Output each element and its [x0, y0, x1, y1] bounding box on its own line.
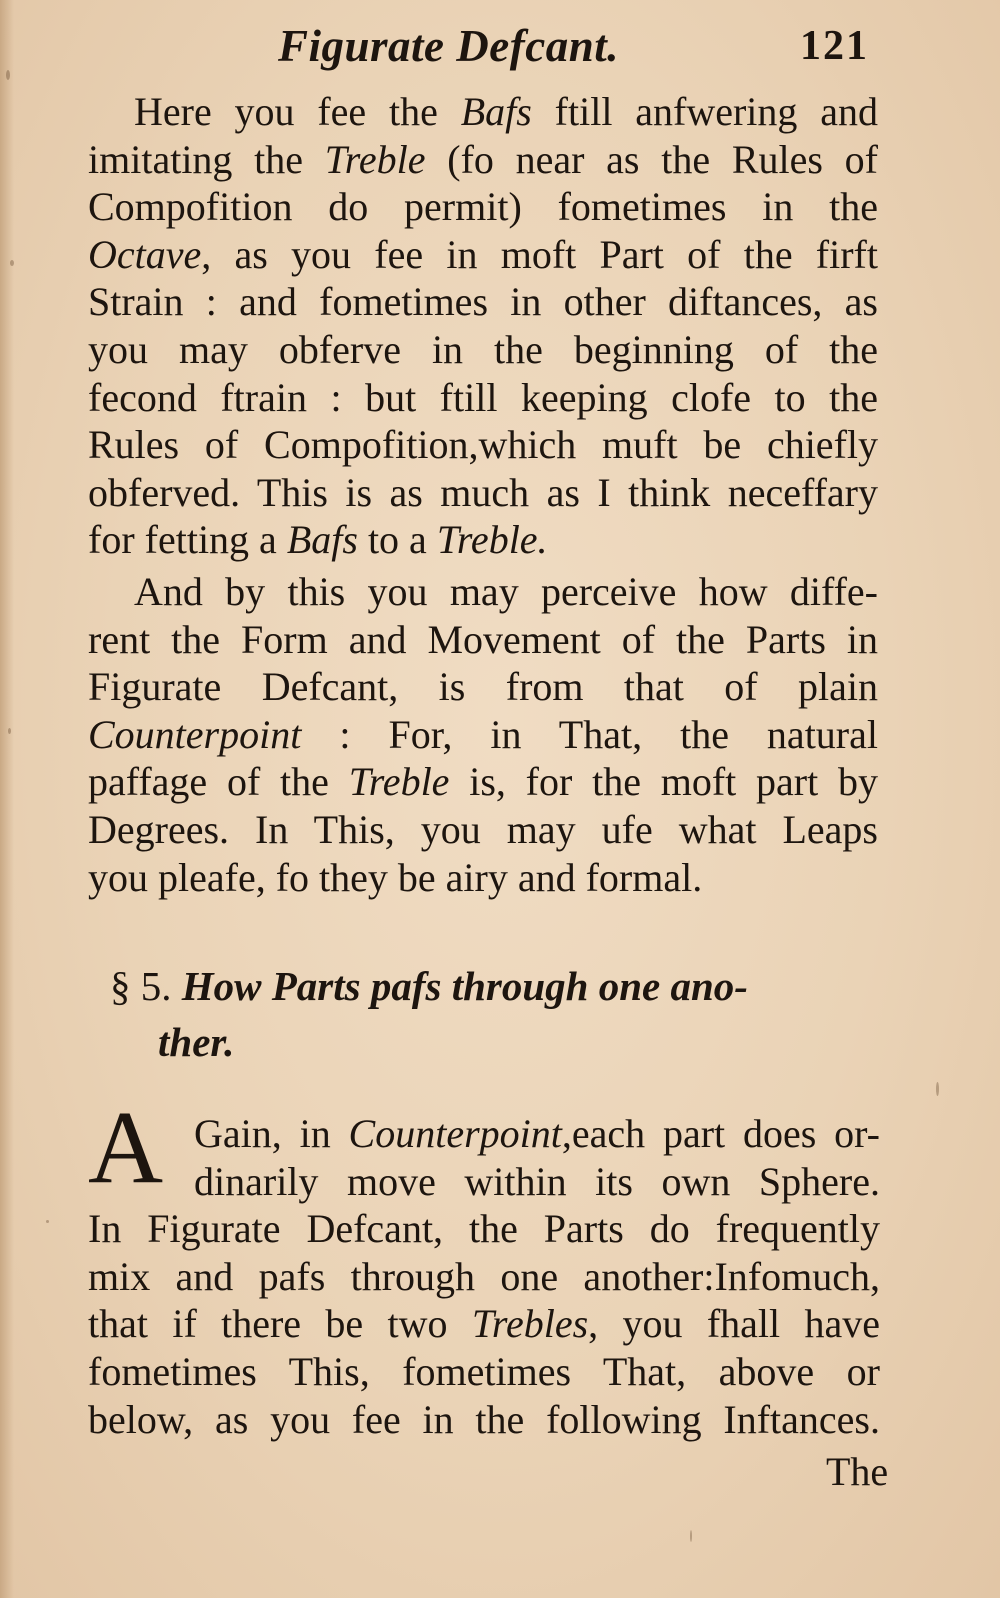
- paper-speck: [690, 1530, 692, 1542]
- paper-speck: [46, 1220, 49, 1223]
- text-line: Here you fee the Bafs ftill anfwering and: [134, 89, 878, 134]
- section-number: § 5.: [110, 963, 172, 1009]
- paper-speck: [936, 1082, 939, 1096]
- text-line: you may obferve in the beginning of the: [88, 326, 878, 372]
- catchword: The: [826, 1449, 889, 1494]
- text-line: mix and pafs through one another:Infomuch,: [88, 1253, 880, 1299]
- text-line: In Figurate Defcant, the Parts do frequently: [88, 1206, 880, 1252]
- text-line: imitating the Treble (fo near as the Rules of: [88, 136, 878, 182]
- paragraph-3: [88, 1110, 880, 1443]
- text-line: Gain, in Counterpoint,each part does or-: [194, 1111, 880, 1156]
- running-head-title: Figurate Defcant.: [278, 21, 619, 71]
- text-line: Degrees. In This, you may ufe what Leaps: [88, 806, 878, 852]
- text-line: you pleafe, fo they be airy and formal.: [88, 854, 703, 900]
- paper-speck: [6, 70, 10, 80]
- section-title-line-2: ther.: [158, 1019, 235, 1065]
- text-line: Rules of Compofition,which muft be chiefly: [88, 422, 878, 468]
- text-line: Compofition do permit) fometimes in the: [88, 184, 878, 230]
- paragraph-1: [88, 88, 878, 564]
- text-line: And by this you may perceive how diffe-: [134, 569, 878, 614]
- section-title-line-1: How Parts pafs through one ano-: [181, 963, 748, 1009]
- text-line: Counterpoint : For, in That, the natural: [88, 711, 878, 757]
- running-head: [0, 20, 1000, 80]
- text-line: fecond ftrain : but ftill keeping clofe to the: [88, 374, 878, 420]
- text-line: rent the Form and Movement of the Parts in: [88, 616, 878, 662]
- text-line: paffage of the Treble is, for the moft part by: [88, 759, 878, 805]
- text-line: fometimes This, fometimes That, above or: [88, 1348, 880, 1394]
- text-line: Octave, as you fee in moft Part of the firft: [88, 231, 878, 277]
- text-line: Figurate Defcant, is from that of plain: [88, 664, 878, 710]
- text-line: for fetting a Bafs to a Treble.: [88, 517, 548, 563]
- page-number: 121: [800, 23, 869, 69]
- text-line: below, as you fee in the following Inftances.: [88, 1396, 880, 1442]
- drop-cap: A: [88, 1090, 164, 1205]
- page-gutter-shadow: [0, 0, 14, 1598]
- paper-speck: [8, 728, 11, 734]
- text-line: that if there be two Trebles, you fhall have: [88, 1301, 880, 1347]
- text-line: obferved. This is as much as I think neceffary: [88, 469, 878, 515]
- paper-speck: [10, 260, 14, 266]
- text-line: Strain : and fometimes in other diftances, as: [88, 279, 878, 325]
- section-heading: [110, 958, 880, 1070]
- text-line: dinarily move within its own Sphere.: [194, 1158, 880, 1204]
- paragraph-2: [88, 568, 878, 901]
